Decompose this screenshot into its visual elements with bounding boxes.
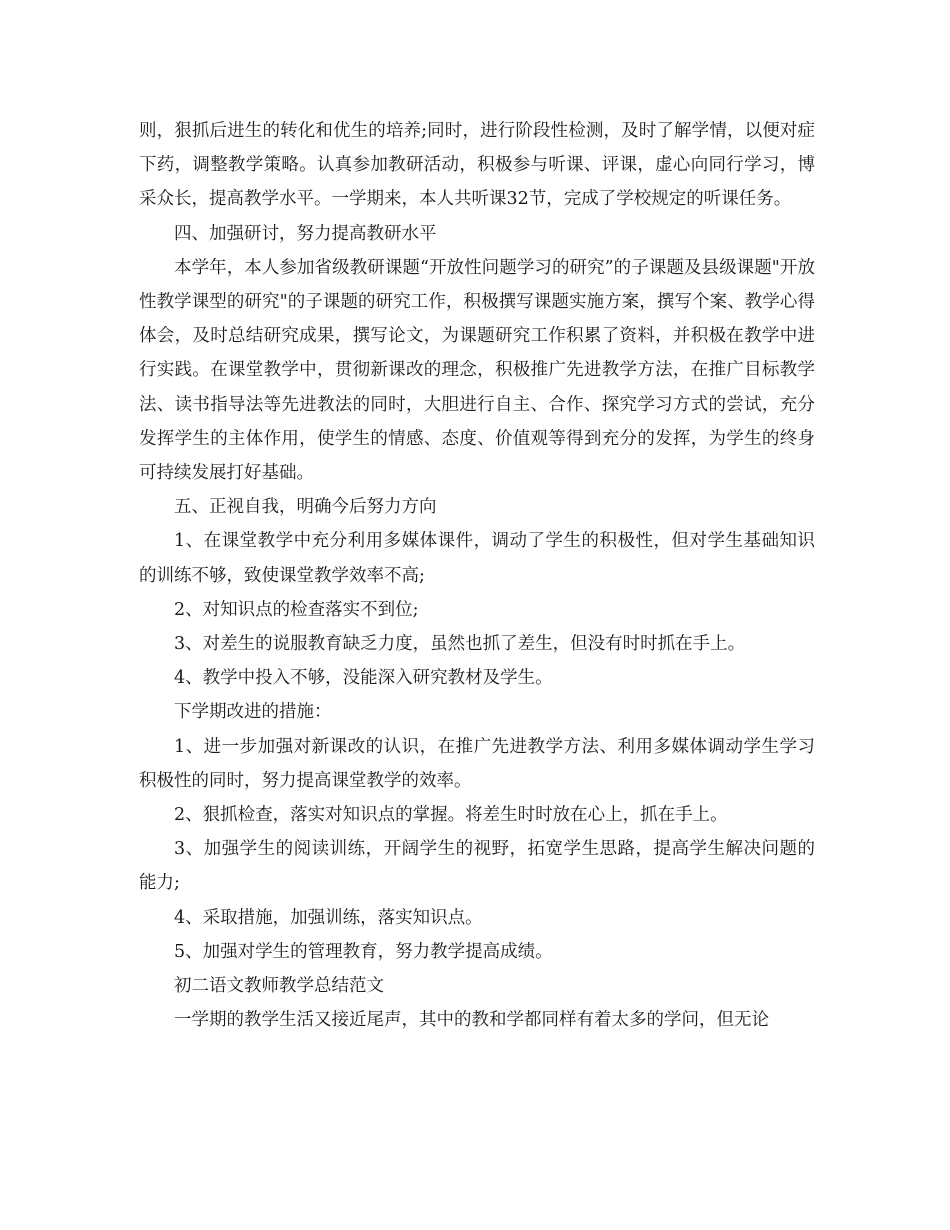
list-item: 5、加强对学生的管理教育，努力教学提高成绩。: [174, 941, 553, 962]
subheading: 下学期改进的措施：: [174, 702, 332, 723]
section-heading: 五、正视自我，明确今后努力方向: [174, 497, 437, 518]
paragraph: 本学年，本人参加省级教研课题“开放性问题学习的研究”的子课题及县级课题"开放性教学课型的研究"的子课题的研究工作，积极撰写课题实施方案，撰写个案、教学心得体会，及时总结研究成果，撰写论文，为课题研究工作积累了资料，并积极在教学中进行实践。在课堂教学中，贯彻新课改的理念，积极推广先进教学方法，在推广目标教学法、读书指导法等先进教法的同时，大胆进行自主、合作、探究学习方式的尝试，充分发挥学生的主体作用，使学生的情感、态度、价值观等得到充分的发挥，为学生的终身可持续发展打好基础。: [139, 257, 815, 484]
article-title: 初二语文教师教学总结范文: [174, 976, 384, 997]
list-item: 1、进一步加强对新课改的认识，在推广先进教学方法、利用多媒体调动学生学习积极性的同时，努力提高课堂教学的效率。: [139, 736, 815, 791]
list-item: 2、对知识点的检查落实不到位;: [174, 599, 419, 620]
section-heading: 四、加强研讨，努力提高教研水平: [174, 223, 437, 244]
document-body: [139, 114, 815, 1037]
list-item: 3、加强学生的阅读训练，开阔学生的视野，拓宽学生思路，提高学生解决问题的能力;: [139, 839, 815, 894]
list-item: 3、对差生的说服教育缺乏力度，虽然也抓了差生，但没有时时抓在手上。: [174, 634, 746, 655]
paragraph: 则，狠抓后进生的转化和优生的培养;同时，进行阶段性检测，及时了解学情，以便对症下药，调整教学策略。认真参加教研活动，积极参与听课、评课，虚心向同行学习，博采众长，提高教学水平。一学期来，本人共听课32节，完成了学校规定的听课任务。: [139, 121, 815, 210]
list-item: 1、在课堂教学中充分利用多媒体课件，调动了学生的积极性，但对学生基础知识的训练不够，致使课堂教学效率不高;: [139, 531, 815, 586]
list-item: 4、教学中投入不够，没能深入研究教材及学生。: [174, 668, 553, 689]
paragraph: 一学期的教学生活又接近尾声，其中的教和学都同样有着太多的学问，但无论: [174, 1010, 769, 1031]
list-item: 2、狠抓检查，落实对知识点的掌握。将差生时时放在心上，抓在手上。: [174, 805, 728, 826]
list-item: 4、采取措施，加强训练，落实知识点。: [174, 907, 483, 928]
